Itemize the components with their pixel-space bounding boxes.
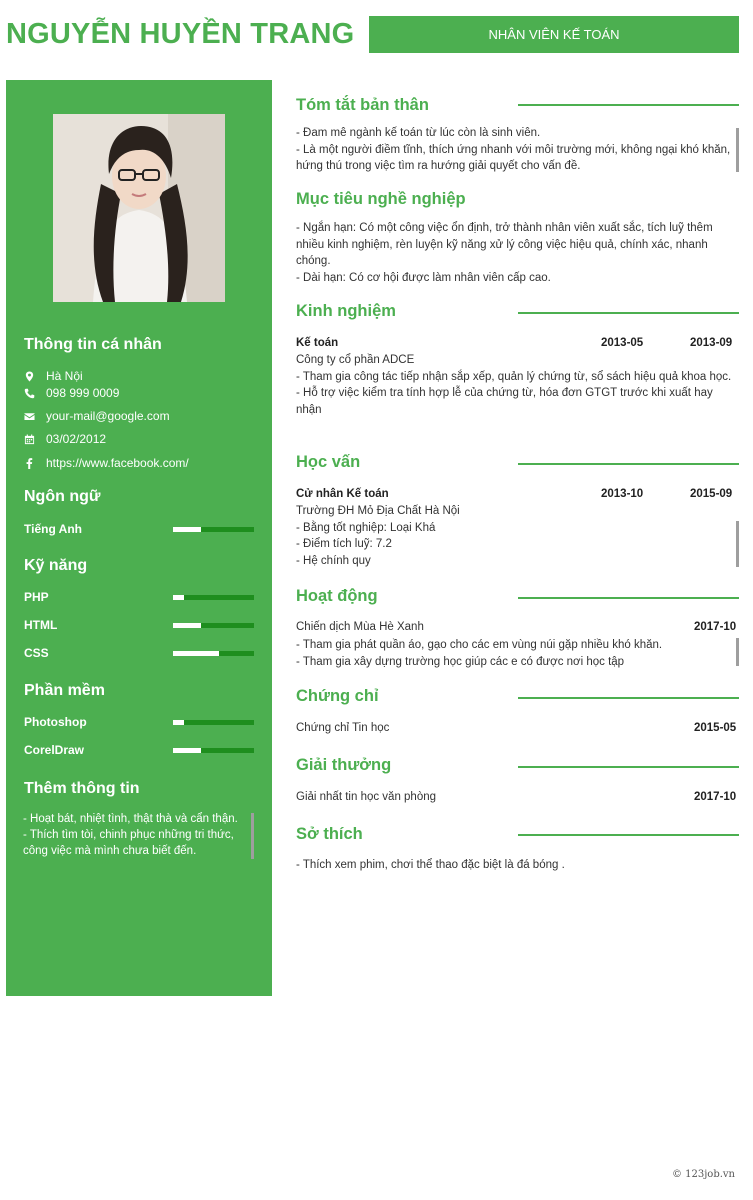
summary-title: Tóm tắt bản thân bbox=[296, 96, 429, 114]
hobbies-divider bbox=[518, 834, 739, 836]
hobbies-title: Sở thích bbox=[296, 825, 363, 843]
position-badge: NHÂN VIÊN KẾ TOÁN bbox=[369, 16, 739, 53]
avatar bbox=[53, 114, 225, 302]
activities-divider bbox=[518, 597, 739, 599]
activity-line: - Tham gia xây dựng trường học giúp các e có được nơi học tập bbox=[296, 655, 625, 668]
summary-line: - Là một người điềm tĩnh, thích ứng nhanh với môi trường mới, không ngại khó khăn, hứng thú trong việc tìm ra hướng giải quyết cho vấn đề. bbox=[296, 143, 731, 172]
software-label: Photoshop bbox=[24, 715, 87, 729]
software-level-fill bbox=[173, 748, 201, 753]
summary-scrollbar[interactable] bbox=[736, 128, 739, 172]
experience-title: Kinh nghiệm bbox=[296, 302, 396, 320]
award-name: Giải nhất tin học văn phòng bbox=[296, 791, 437, 803]
awards-divider bbox=[518, 766, 739, 768]
objective-text bbox=[296, 220, 739, 286]
summary-divider bbox=[518, 104, 739, 106]
software-label: CorelDraw bbox=[24, 743, 85, 757]
skill-level-bar bbox=[173, 623, 254, 628]
sidebar bbox=[6, 80, 272, 996]
software-level-fill bbox=[173, 720, 184, 725]
more-info-heading: Thêm thông tin bbox=[24, 780, 140, 797]
education-divider bbox=[518, 463, 739, 465]
skill-level-bar bbox=[173, 595, 254, 600]
skill-row bbox=[24, 645, 254, 661]
certificate-name: Chứng chỉ Tin học bbox=[296, 722, 390, 734]
facebook-icon bbox=[23, 457, 35, 469]
education-end-date: 2015-09 bbox=[690, 488, 733, 500]
skill-level-bar bbox=[173, 651, 254, 656]
experience-start-date: 2013-05 bbox=[601, 337, 644, 349]
hobbies-text: - Thích xem phim, chơi thể thao đặc biệt là đá bóng . bbox=[296, 859, 565, 871]
language-level-fill bbox=[173, 527, 201, 532]
education-scrollbar[interactable] bbox=[736, 521, 739, 567]
certificate-date: 2015-05 bbox=[694, 722, 737, 734]
education-line: - Hệ chính quy bbox=[296, 554, 371, 567]
experience-line: - Tham gia công tác tiếp nhận sắp xếp, quản lý chứng từ, sổ sách hiệu quả khoa học. bbox=[296, 370, 732, 383]
education-line: - Bằng tốt nghiệp: Loại Khá bbox=[296, 521, 436, 534]
software-level-bar bbox=[173, 748, 254, 753]
map-marker-icon bbox=[23, 370, 35, 382]
objective-line: - Ngắn hạn: Có một công việc ổn định, trở thành nhân viên xuất sắc, tích luỹ thêm nhiều kinh nghiệm, rèn luyện kỹ năng xử lý công việc hiệu quả, chính xác, nhanh chóng. bbox=[296, 222, 713, 267]
education-degree: Cử nhân Kế toán bbox=[296, 488, 389, 500]
contact-phone bbox=[23, 385, 119, 401]
objective-line: - Dài hạn: Có cơ hội được làm nhân viên cấp cao. bbox=[296, 271, 551, 284]
more-info-scrollbar[interactable] bbox=[251, 813, 254, 859]
skill-label: PHP bbox=[24, 590, 49, 604]
skill-label: HTML bbox=[24, 618, 58, 632]
education-title: Học vấn bbox=[296, 453, 361, 471]
contact-facebook bbox=[23, 455, 189, 471]
experience-end-date: 2013-09 bbox=[690, 337, 733, 349]
contact-email bbox=[23, 408, 170, 424]
skill-level-fill bbox=[173, 651, 219, 656]
phone-icon bbox=[23, 387, 35, 399]
skills-heading: Kỹ năng bbox=[24, 557, 88, 574]
activity-line: - Tham gia phát quần áo, gạo cho các em vùng núi gặp nhiều khó khăn. bbox=[296, 639, 663, 651]
language-label: Tiếng Anh bbox=[24, 522, 82, 536]
personal-info-heading: Thông tin cá nhân bbox=[24, 336, 162, 353]
candidate-name: NGUYỄN HUYỀN TRANG bbox=[6, 18, 355, 50]
calendar-icon bbox=[23, 433, 35, 445]
skill-level-fill bbox=[173, 595, 184, 600]
activity-date: 2017-10 bbox=[694, 621, 737, 633]
certificates-divider bbox=[518, 697, 739, 699]
education-details bbox=[296, 503, 739, 569]
languages-heading: Ngôn ngữ bbox=[24, 488, 101, 505]
education-line: Trường ĐH Mỏ Địa Chất Hà Nội bbox=[296, 505, 460, 517]
email-text: your-mail@google.com bbox=[46, 409, 170, 423]
more-info-text bbox=[23, 811, 251, 859]
award-date: 2017-10 bbox=[694, 791, 737, 803]
activity-details bbox=[296, 637, 739, 670]
activity-name: Chiến dịch Mùa Hè Xanh bbox=[296, 621, 424, 633]
activities-title: Hoạt động bbox=[296, 587, 378, 605]
experience-details bbox=[296, 352, 739, 418]
language-row bbox=[24, 521, 254, 537]
summary-text bbox=[296, 125, 739, 175]
software-heading: Phần mềm bbox=[24, 682, 105, 699]
software-row bbox=[24, 742, 254, 758]
phone-text: 098 999 0009 bbox=[46, 386, 120, 400]
address-text: Hà Nội bbox=[46, 369, 83, 383]
software-level-bar bbox=[173, 720, 254, 725]
skill-label: CSS bbox=[24, 646, 49, 660]
skill-row bbox=[24, 617, 254, 633]
more-info-line: - Thích tìm tòi, chinh phục những tri thức, công việc mà mình chưa biết đến. bbox=[23, 829, 234, 857]
experience-line: - Hỗ trợ việc kiểm tra tính hợp lễ của chứng từ, hóa đơn GTGT trước khi xuất hay nhận bbox=[296, 387, 713, 416]
language-level-bar bbox=[173, 527, 254, 532]
summary-line: - Đam mê ngành kế toán từ lúc còn là sinh viên. bbox=[296, 127, 541, 139]
education-start-date: 2013-10 bbox=[601, 488, 644, 500]
envelope-icon bbox=[23, 410, 35, 422]
experience-divider bbox=[518, 312, 739, 314]
certificates-title: Chứng chỉ bbox=[296, 687, 379, 705]
education-line: - Điểm tích luỹ: 7.2 bbox=[296, 538, 392, 550]
contact-birthday bbox=[23, 431, 106, 447]
more-info-line: - Hoạt bát, nhiệt tình, thật thà và cẩn thận. bbox=[23, 813, 238, 825]
skill-row bbox=[24, 589, 254, 605]
facebook-link[interactable]: https://www.facebook.com/ bbox=[46, 456, 189, 470]
experience-line: Công ty cổ phần ADCE bbox=[296, 354, 415, 366]
activities-scrollbar[interactable] bbox=[736, 638, 739, 666]
awards-title: Giải thưởng bbox=[296, 756, 392, 774]
birthday-text: 03/02/2012 bbox=[46, 432, 107, 446]
contact-address bbox=[23, 368, 83, 384]
objective-title: Mục tiêu nghề nghiệp bbox=[296, 190, 466, 208]
footer-copyright: © 123job.vn bbox=[671, 1169, 735, 1180]
software-row bbox=[24, 714, 254, 730]
skill-level-fill bbox=[173, 623, 201, 628]
experience-role: Kế toán bbox=[296, 337, 339, 349]
